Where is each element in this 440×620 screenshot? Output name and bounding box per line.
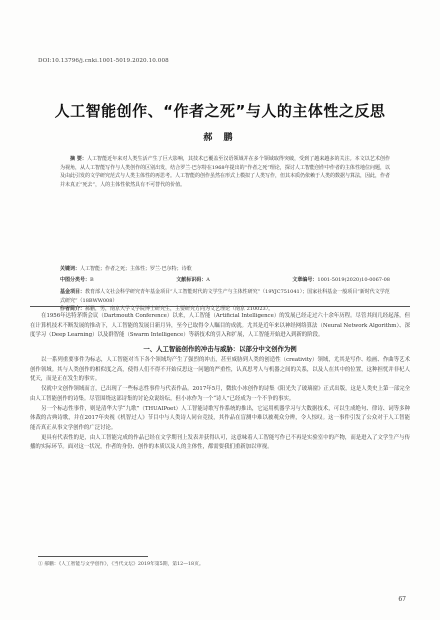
abstract-block <box>60 155 390 189</box>
body-paragraph: 另一个标志性事件，则是清华大学“九歌”（THUAIPoet）人工智能诗歌写作系统的推出，它运用机器学习与大数据技术，可以生成绝句、律诗、词等多种体裁的古典诗歌，并在2017年央视《机智过人》节目中与人类诗人同台竞技，其作品在盲测中难以被观众分辨，令人惊叹。这一事件引发了公众对于人工智能能否真正从事文学创作的广泛讨论。 <box>30 405 410 431</box>
footnote: ① 郝鹏：《人工智能与文学创作》，《当代文坛》2019年第5期，第12—18页。 <box>38 562 204 567</box>
body-paragraph: 仅就中文创作领域而言，已出现了一些标志性事件与代表作品。2017年5月，微软小冰创作的诗集《阳光失了玻璃窗》正式出版，这是人类史上第一部完全由人工智能创作的诗集。尽管围绕这部诗集的讨论众说纷纭，但小冰作为一个“诗人”已经成为一个不争的事实。 <box>30 386 410 402</box>
footnote-divider <box>38 556 148 557</box>
article-number-value: 1001-5019(2020)10-0067-08 <box>317 277 390 283</box>
keywords-text: 人工智能；作者之死；主体性；罗兰·巴尔特；诗歌 <box>80 266 192 272</box>
doc-code-label: 文献标识码： <box>176 277 207 283</box>
author-bio-label: 作者简介： <box>60 306 86 313</box>
abstract-label: 摘 要： <box>70 156 87 162</box>
keywords-line <box>60 265 390 272</box>
section-heading: 一、人工智能创作的冲击与威胁：以部分中文创作为例 <box>143 345 297 353</box>
fund-text: 教育部人文社会科学研究青年基金项目“人工智能时代的文学生产与主体性研究”（19YJC751041）；国家社科基金一般项目“新时代文学范式研究”（18BWW008） <box>60 289 390 304</box>
classification-line <box>60 276 390 283</box>
classification-row <box>60 276 390 283</box>
body-intro <box>30 312 410 341</box>
article-author: 郝 鹏 <box>203 133 237 143</box>
body-paragraph: 以一系列重要事件为标志，人工智能对当下各个领域均产生了强烈的冲击，甚至威胁到人类的创造性（creativity）领域，尤其是写作、绘画、作曲等艺术创作领域。其与人类创作的相似度之高，使得人们不得不开始反思这一问题的严重性，认真思考人与机器之间的关系，以及人在其中的位置，这种担忧并非杞人忧天，而是正在发生的事实。 <box>30 357 410 383</box>
keywords-label: 关键词： <box>60 266 81 272</box>
body-main <box>30 356 410 453</box>
header-divider <box>30 306 410 307</box>
abstract-paragraph <box>60 155 390 189</box>
clc-label: 中图分类号： <box>60 277 91 283</box>
article-title: 人工智能创作、“作者之死”与人的主体性之反思 <box>54 102 386 120</box>
body-paragraph: 更具有代表性的是，由人工智能完成的作品已经在文学期刊上发表并获得认可，这意味着人工智能写作已不再是实验室中的产物，而是进入了文学生产与传播的实际环节。面对这一状况，作者的身份、创作的本质以及人的主体性，都需要我们重新加以审视。 <box>30 434 410 451</box>
abstract-text: 人工智能近年来对人类生活产生了巨大影响，其技术已覆盖至汉语领域并在多个领域取得突破，受到了越来越多的关注。本文以艺术创作为视角，从人工智能写作与人类创作的区别出发，结合罗兰·巴尔特在1968年提出的“作者之死”理论，探讨人工智能创作中作者的主体性地位问题，以及由此引发的文学研究范式与人类主体性的再思考。人工智能的创作虽然在形式上模拟了人类写作，但其本质仍依赖于人类的数据与算法，因此，作者并未真正“死去”，人的主体性依然具有不可替代的价值。 <box>60 156 391 188</box>
body-paragraph: 在1956年达特茅斯会议（Dartmouth Conference）以来，人工智能（Artificial Intelligence）的发展已经走过六十余年历程。尽管其间几经起落，但在计算机技术不断发展的推动下，人工智能的发展日新月异，至今已取得令人瞩目的成就。尤其是近年来以神经网络算法（Neural Network Algorithm）、深度学习（Deep Learning）以及群智能（Swarm Intelligence）等新技术的引入和扩展，人工智能开始进入到新的阶段。 <box>30 313 410 339</box>
fund-block <box>60 288 390 314</box>
author-bio-text: 郝鹏，男，南京大学文学院博士研究生，主要研究方向为文艺理论（南京 210023）。 <box>85 306 274 313</box>
article-number-label: 文章编号： <box>292 277 318 283</box>
clc-value: B <box>90 277 94 283</box>
fund-label: 基金项目： <box>60 289 86 295</box>
doi-line: DOI:10.13796/j.cnki.1001-5019.2020.10.008 <box>38 58 169 64</box>
fund-line <box>60 288 390 305</box>
article-number-item <box>292 276 390 283</box>
doc-code-item <box>176 276 210 283</box>
doc-code-value: A <box>206 277 210 283</box>
page-number: 67 <box>398 596 406 603</box>
clc-item <box>60 276 94 283</box>
